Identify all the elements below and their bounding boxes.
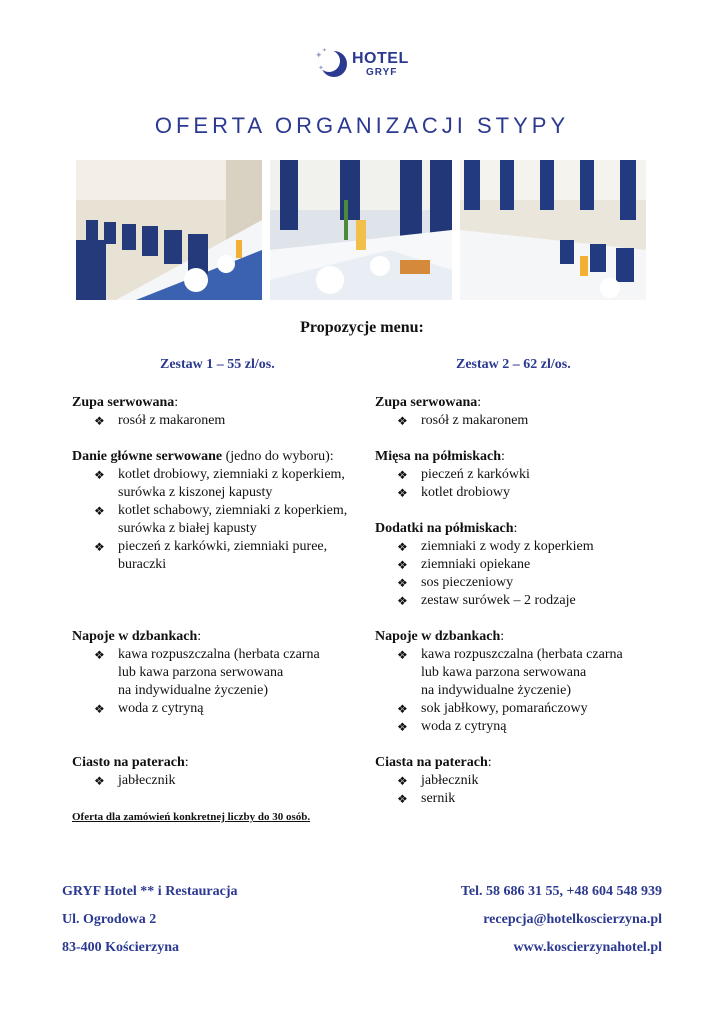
banquet-hall-photo-1 [76,160,262,300]
set1-mains-section [72,448,372,574]
list-item: ❖ sernik [375,790,675,808]
list-item: ❖ pieczeń z karkówki [375,466,675,484]
set1-mains-label: Danie główne serwowane [72,449,223,464]
banquet-hall-photo-3 [460,160,646,300]
list-item: ❖ kotlet schabowy, ziemniaki z koperkiem, surówka z białej kapusty [72,502,372,538]
set1-cake-label: Ciasto na paterach [72,755,185,770]
hotel-logo [312,44,422,84]
set2-drinks-label: Napoje w dzbankach [375,629,501,644]
offer-note: Oferta dla zamówień konkretnej liczby do 30 osób. [72,811,311,823]
banquet-hall-photo-2 [270,160,452,300]
set2-sides-label: Dodatki na półmiskach [375,521,514,536]
set1-menu [72,394,372,790]
list-item: ❖ woda z cytryną [375,718,675,736]
set2-soup-section: Zupa serwowana: ❖ rosół z makaronem [375,394,675,430]
set1-cake-section: Ciasto na paterach: ❖ jabłecznik [72,754,372,790]
svg-text:✦: ✦ [318,64,324,72]
set2-cake-section: Ciasta na paterach: ❖ jabłecznik ❖ sernik [375,754,675,808]
set2-meat-section: Mięsa na półmiskach: ❖ pieczeń z karkówki ❖ kotlet drobiowy [375,448,675,502]
menu-heading: Propozycje menu: [300,319,424,336]
set1-soup-section: Zupa serwowana: ❖ rosół z makaronem [72,394,372,430]
list-item: ❖ jabłecznik [375,772,675,790]
set2-cake-label: Ciasta na paterach [375,755,488,770]
list-item: ❖ pieczeń z karkówki, ziemniaki puree, buraczki [72,538,372,574]
list-item: ❖ kawa rozpuszczalna (herbata czarna lub kawa parzona serwowana na indywidualne życzenie) [72,646,372,700]
list-item: ❖ jabłecznik [72,772,372,790]
list-item: ❖ ziemniaki z wody z koperkiem [375,538,675,556]
set1-mains-note: (jedno do wyboru): [222,449,334,464]
logo-moon-icon [312,44,352,84]
list-item: ❖ rosół z makaronem [72,412,372,430]
list-item: ❖ woda z cytryną [72,700,372,718]
footer-phone: Tel. 58 686 31 55, +48 604 548 939 [460,884,662,899]
set1-drinks-label: Napoje w dzbankach [72,629,198,644]
logo-hotel-text: HOTEL [352,50,409,67]
set2-menu [375,394,675,808]
list-item: ❖ zestaw surówek – 2 rodzaje [375,592,675,610]
list-item: ❖ kotlet drobiowy [375,484,675,502]
set2-sides-section: Dodatki na półmiskach: ❖ ziemniaki z wody z koperkiem ❖ ziemniaki opiekane ❖ sos pieczeniowy ❖ zestaw surówek – 2 rodzaje [375,520,675,610]
footer-street: Ul. Ogrodowa 2 [62,912,157,927]
footer-email-link[interactable]: recepcja@hotelkoscierzyna.pl [483,912,662,927]
set1-title: Zestaw 1 – 55 zl/os. [160,357,275,372]
set1-drinks-section: Napoje w dzbankach: ❖ kawa rozpuszczalna (herbata czarna lub kawa parzona serwowana na indywidualne życzenie) ❖ woda z cytryną [72,628,372,718]
list-item: ❖ sos pieczeniowy [375,574,675,592]
logo-gryf-text: GRYF [366,67,398,78]
set2-title: Zestaw 2 – 62 zl/os. [456,357,571,372]
list-item: ❖ kotlet drobiowy, ziemniaki z koperkiem, surówka z kiszonej kapusty [72,466,372,502]
footer-website-link[interactable]: www.koscierzynahotel.pl [513,940,662,955]
footer-hotel-name: GRYF Hotel ** i Restauracja [62,884,238,899]
set2-drinks-section: Napoje w dzbankach: ❖ kawa rozpuszczalna (herbata czarna lub kawa parzona serwowana na indywidualne życzenie) ❖ sok jabłkowy, pomarańczowy ❖ woda z cytryną [375,628,675,736]
footer-city: 83-400 Kościerzyna [62,940,180,955]
page-title: OFERTA ORGANIZACJI STYPY [154,113,570,138]
list-item: ❖ rosół z makaronem [375,412,675,430]
svg-text:✦: ✦ [322,48,328,54]
list-item: ❖ kawa rozpuszczalna (herbata czarna lub kawa parzona serwowana na indywidualne życzenie) [375,646,675,700]
svg-text:✦: ✦ [315,50,323,60]
set2-meat-label: Mięsa na półmiskach [375,449,502,464]
list-item: ❖ ziemniaki opiekane [375,556,675,574]
set2-soup-label: Zupa serwowana [375,395,478,410]
set1-soup-label: Zupa serwowana [72,395,175,410]
list-item: ❖ sok jabłkowy, pomarańczowy [375,700,675,718]
